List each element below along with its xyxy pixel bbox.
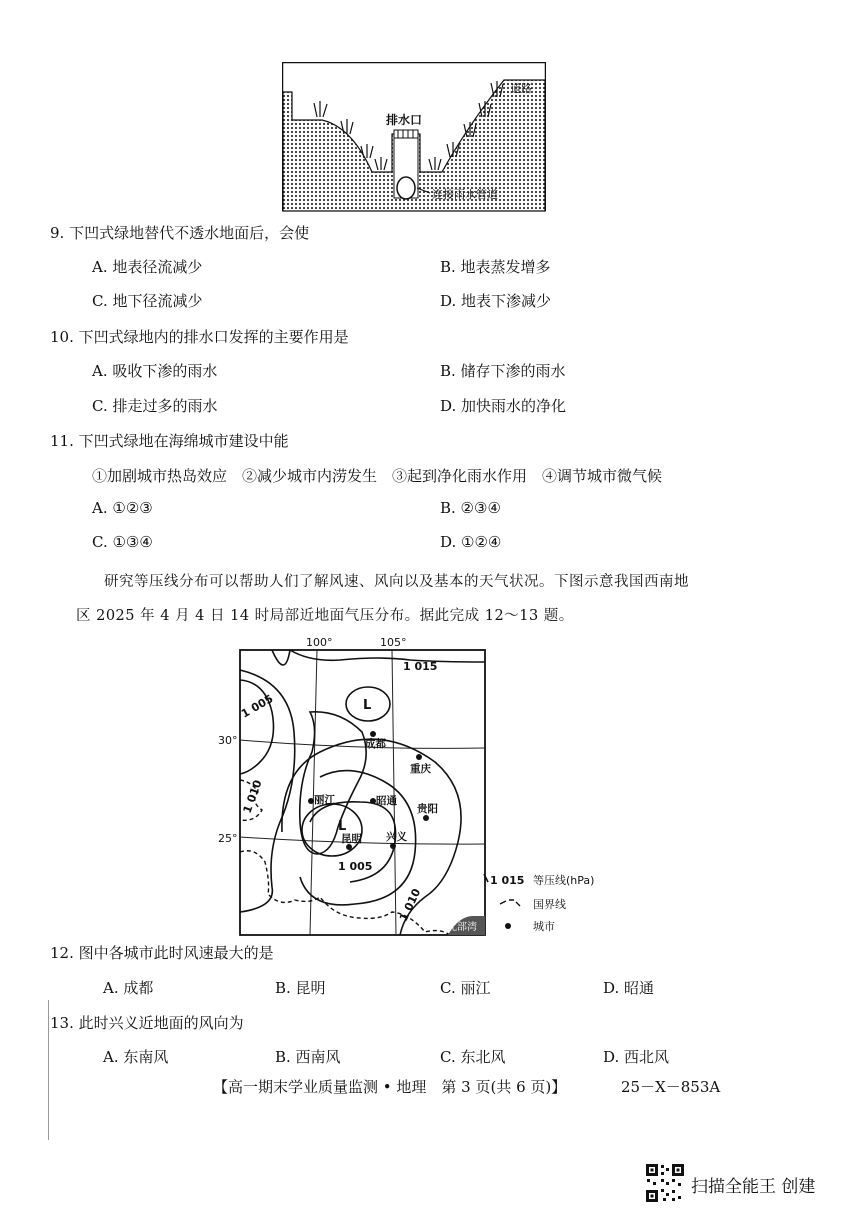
- q13-option-a[interactable]: A. 东南风: [103, 1048, 169, 1066]
- city-dot-guiyang: [423, 815, 429, 821]
- gulf-label: 北部湾: [447, 922, 477, 933]
- q10-option-a[interactable]: A. 吸收下渗的雨水: [92, 362, 218, 380]
- q9-option-d[interactable]: D. 地表下渗减少: [440, 292, 552, 310]
- city-label-xingyi: 兴义: [386, 831, 407, 843]
- intro-line-1: 研究等压线分布可以帮助人们了解风速、风向以及基本的天气状况。下图示意我国西南地: [104, 574, 689, 590]
- isobar-1015-label: 1 015: [403, 660, 438, 673]
- lat-30-label: 30°: [218, 734, 238, 747]
- lon-100-label: 100°: [306, 636, 333, 649]
- q11-option-c[interactable]: C. ①③④: [92, 533, 153, 551]
- legend-isobar-label: 等压线(hPa): [533, 874, 595, 887]
- q10-option-b[interactable]: B. 储存下渗的雨水: [440, 362, 566, 380]
- intro-line-2: 区 2025 年 4 月 4 日 14 时局部近地面气压分布。据此完成 12～13 题。: [76, 608, 574, 624]
- city-label-chongqing: 重庆: [410, 763, 431, 775]
- map-frame: [240, 650, 485, 935]
- margin-rule: [48, 1000, 49, 1140]
- q13-option-d[interactable]: D. 西北风: [603, 1048, 670, 1066]
- legend-border-label: 国界线: [533, 898, 566, 911]
- q11-stem: 11. 下凹式绿地在海绵城市建设中能: [50, 432, 289, 450]
- isobar-1005-label-a: 1 005: [239, 692, 276, 721]
- q10-stem: 10. 下凹式绿地内的排水口发挥的主要作用是: [50, 328, 349, 346]
- legend-city-label: 城市: [533, 920, 555, 933]
- q11-option-d[interactable]: D. ①②④: [440, 533, 502, 551]
- q10-option-c[interactable]: C. 排走过多的雨水: [92, 397, 218, 415]
- pipe-label: 连接雨水管道: [432, 188, 498, 201]
- q9-stem: 9. 下凹式绿地替代不透水地面后，会使: [50, 224, 310, 242]
- page-footer-code: 25－X－853A: [621, 1078, 721, 1096]
- city-dot-chengdu: [370, 731, 376, 737]
- q10-option-d[interactable]: D. 加快雨水的净化: [440, 397, 567, 415]
- q9-option-c[interactable]: C. 地下径流减少: [92, 292, 203, 310]
- outlet-label: 排水口: [386, 113, 423, 127]
- low-center-north: L: [363, 698, 372, 713]
- q12-option-a[interactable]: A. 成都: [103, 979, 154, 997]
- legend-isobar-value: 1 015: [490, 874, 525, 887]
- legend-border-line: [500, 900, 520, 906]
- isobar-map: [210, 632, 630, 942]
- q12-option-b[interactable]: B. 昆明: [275, 979, 326, 997]
- q11-option-b[interactable]: B. ②③④: [440, 499, 501, 517]
- isobar-1010-label-a: 1 010: [240, 778, 265, 816]
- city-dot-xingyi: [390, 843, 396, 849]
- city-label-chengdu: 成都: [365, 738, 386, 750]
- q12-option-c[interactable]: C. 丽江: [440, 979, 491, 997]
- q11-statements: ①加剧城市热岛效应 ②减少城市内涝发生 ③起到净化雨水作用 ④调节城市微气候: [92, 467, 663, 485]
- page-footer-title: 【高一期末学业质量监测 • 地理 第 3 页(共 6 页)】: [213, 1078, 567, 1096]
- q12-option-d[interactable]: D. 昭通: [603, 979, 655, 997]
- q9-option-a[interactable]: A. 地表径流减少: [92, 258, 203, 276]
- q9-option-b[interactable]: B. 地表蒸发增多: [440, 258, 551, 276]
- sunken-greenland-diagram: [282, 62, 546, 212]
- lat-25-label: 25°: [218, 832, 238, 845]
- city-dot-chongqing: [416, 754, 422, 760]
- road-label: 道路: [510, 82, 532, 95]
- city-label-lijiang: 丽江: [314, 794, 335, 806]
- q11-option-a[interactable]: A. ①②③: [92, 499, 153, 517]
- q13-option-b[interactable]: B. 西南风: [275, 1048, 341, 1066]
- lon-105-label: 105°: [380, 636, 407, 649]
- qr-code-icon: [645, 1163, 685, 1203]
- q13-option-c[interactable]: C. 东北风: [440, 1048, 506, 1066]
- q12-stem: 12. 图中各城市此时风速最大的是: [50, 944, 274, 962]
- scanner-watermark: 扫描全能王 创建: [691, 1177, 816, 1197]
- city-label-kunming: 昆明: [341, 833, 362, 845]
- q13-stem: 13. 此时兴义近地面的风向为: [50, 1014, 244, 1032]
- low-center-south: L: [338, 819, 347, 834]
- city-label-zhaotong: 昭通: [376, 795, 397, 807]
- isobar-1005-label-b: 1 005: [338, 860, 373, 873]
- city-label-guiyang: 贵阳: [417, 803, 438, 815]
- isobar-1010-label-b: 1 010: [396, 886, 424, 924]
- legend-city-dot: [505, 923, 511, 929]
